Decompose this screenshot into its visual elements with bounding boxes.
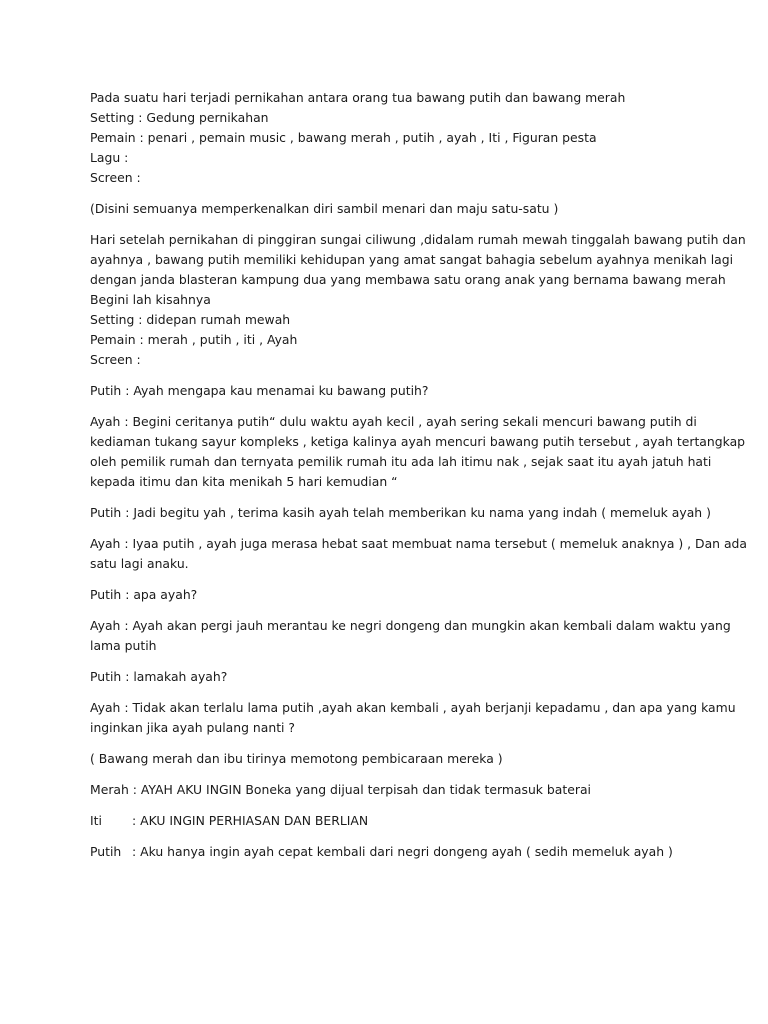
dialogue-line: Putih : apa ayah? <box>90 587 198 602</box>
dialogue-line: Ayah : Iyaa putih , ayah juga merasa hebat saat membuat nama tersebut ( memeluk anaknya ) , Dan ada <box>90 536 748 551</box>
scene1-screen: Screen : <box>90 170 141 185</box>
scene2-screen: Screen : <box>90 352 141 367</box>
scene1-intro: Pada suatu hari terjadi pernikahan antara orang tua bawang putih dan bawang merah <box>90 90 626 105</box>
dialogue-line: Merah : AYAH AKU INGIN Boneka yang dijual terpisah dan tidak termasuk baterai <box>90 782 591 797</box>
scene2-narration-line: dengan janda blasteran kampung dua yang membawa satu orang anak yang bernama bawang merah <box>90 272 726 287</box>
dialogue-text: : Aku hanya ingin ayah cepat kembali dari negri dongeng ayah ( sedih memeluk ayah ) <box>132 844 673 859</box>
scene2-narration-line: Begini lah kisahnya <box>90 292 211 307</box>
dialogue-line: lama putih <box>90 638 157 653</box>
scene2-pemain: Pemain : merah , putih , iti , Ayah <box>90 332 298 347</box>
dialogue-line: satu lagi anaku. <box>90 556 189 571</box>
dialogue-line: Ayah : Ayah akan pergi jauh merantau ke negri dongeng dan mungkin akan kembali dalam waktu yang <box>90 618 731 633</box>
dialogue-line: kepada itimu dan kita menikah 5 hari kemudian “ <box>90 474 398 489</box>
dialogue-line: kediaman tukang sayur kompleks , ketiga kalinya ayah mencuri bawang putih tersebut , ayah tertangkap <box>90 434 746 449</box>
scene1-pemain: Pemain : penari , pemain music , bawang merah , putih , ayah , Iti , Figuran pesta <box>90 130 597 145</box>
dialogue-line: Putih : lamakah ayah? <box>90 669 228 684</box>
dialogue-line: Putih : Ayah mengapa kau menamai ku bawang putih? <box>90 383 429 398</box>
scene1-setting: Setting : Gedung pernikahan <box>90 110 269 125</box>
dialogue-line: oleh pemilik rumah dan ternyata pemilik rumah itu ada lah itimu nak , sejak saat itu ayah jatuh hati <box>90 454 712 469</box>
speaker-label: Iti <box>90 813 102 828</box>
scene1-lagu: Lagu : <box>90 150 129 165</box>
dialogue-line-putih <box>90 842 700 862</box>
scene2-narration-line: Hari setelah pernikahan di pinggiran sungai ciliwung ,didalam rumah mewah tinggalah bawang putih dan <box>90 232 746 247</box>
dialogue-line: Putih : Jadi begitu yah , terima kasih ayah telah memberikan ku nama yang indah ( memeluk ayah ) <box>90 505 711 520</box>
speaker-label: Putih <box>90 844 122 859</box>
dialogue-text: : AKU INGIN PERHIASAN DAN BERLIAN <box>132 813 369 828</box>
dialogue-line: Ayah : Tidak akan terlalu lama putih ,ayah akan kembali , ayah berjanji kepadamu , dan apa yang kamu <box>90 700 736 715</box>
dialogue-line-iti <box>90 811 700 831</box>
scene1-direction: (Disini semuanya memperkenalkan diri sambil menari dan maju satu-satu ) <box>90 201 559 216</box>
dialogue-line: ( Bawang merah dan ibu tirinya memotong pembicaraan mereka ) <box>90 751 503 766</box>
scene2-narration-line: ayahnya , bawang putih memiliki kehidupan yang amat sangat bahagia sebelum ayahnya menikah lagi <box>90 252 734 267</box>
dialogue-line: inginkan jika ayah pulang nanti ? <box>90 720 296 735</box>
dialogue-line: Ayah : Begini ceritanya putih“ dulu waktu ayah kecil , ayah sering sekali mencuri bawang putih di <box>90 414 697 429</box>
document-page <box>90 88 748 862</box>
scene2-setting: Setting : didepan rumah mewah <box>90 312 291 327</box>
